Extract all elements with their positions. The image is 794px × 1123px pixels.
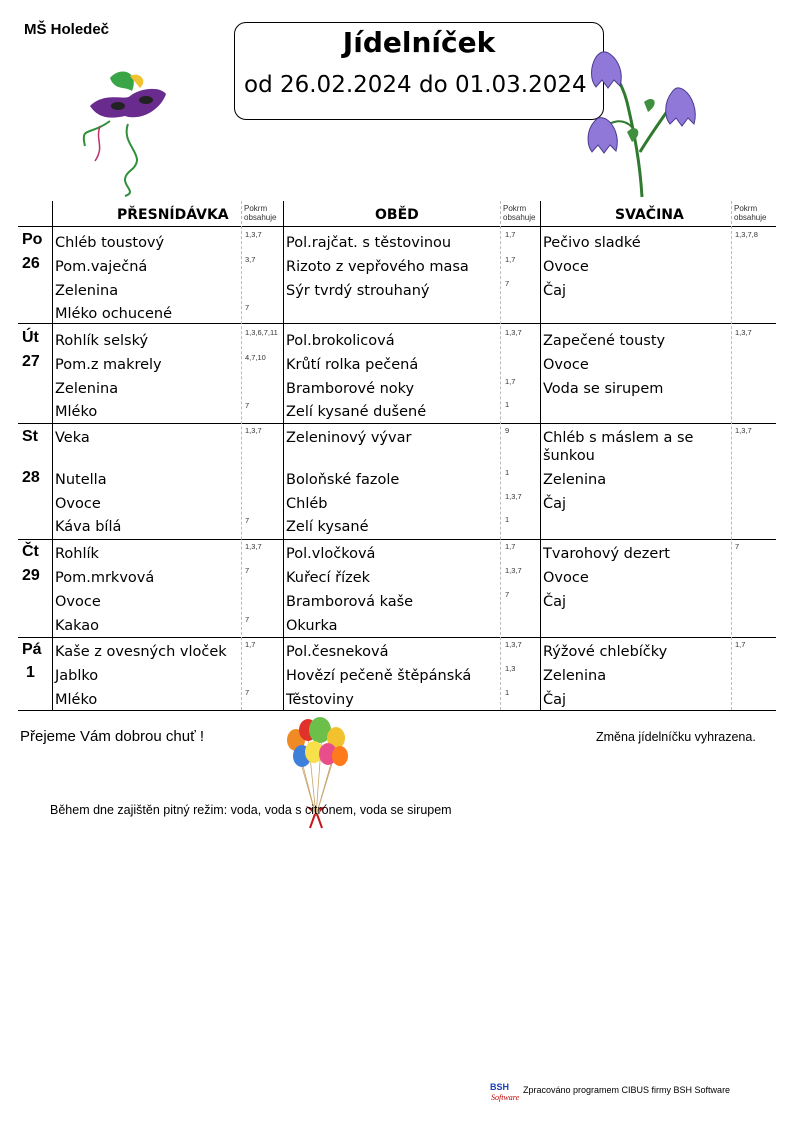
bellflower-icon — [582, 42, 712, 202]
table-bottom-rule — [18, 710, 776, 711]
day-number: 28 — [22, 469, 40, 486]
breakfast-item: Rohlík selský — [55, 333, 149, 349]
breakfast-item: Kakao — [55, 618, 100, 634]
allergen-codes: 7 — [245, 688, 250, 697]
breakfast-item: Mléko — [55, 692, 98, 708]
allergen-header-breakfast: Pokrm obsahuje — [244, 204, 277, 222]
allergen-codes: 1,3,7 — [245, 230, 262, 239]
allergen-codes: 1 — [505, 515, 510, 524]
allergen-codes: 1,7 — [505, 255, 516, 264]
lunch-item: Kuřecí řízek — [286, 570, 371, 586]
lunch-item: Pol.česneková — [286, 644, 389, 660]
carnival-mask-icon — [70, 66, 170, 198]
day-number: 27 — [22, 353, 40, 370]
lunch-item: Těstoviny — [286, 692, 354, 708]
school-name: MŠ Holedeč — [24, 21, 110, 38]
snack-item: Zapečené tousty — [543, 333, 666, 349]
day-name: Po — [22, 231, 43, 248]
allergen-codes: 7 — [245, 566, 250, 575]
allergen-codes: 1,3,7 — [505, 640, 522, 649]
lunch-item: Rizoto z vepřového masa — [286, 259, 469, 275]
row-rule — [18, 637, 776, 638]
snack-item: Rýžové chlebíčky — [543, 644, 668, 660]
header-rule — [18, 226, 776, 227]
change-notice: Změna jídelníčku vyhrazena. — [596, 730, 756, 744]
allergen-codes: 7 — [505, 590, 510, 599]
snack-item: Zelenina — [543, 668, 607, 684]
snack-item: Čaj — [543, 496, 567, 512]
wish-text: Přejeme Vám dobrou chuť ! — [20, 728, 205, 745]
allergen-header-lunch: Pokrm obsahuje — [503, 204, 536, 222]
allergen-header-snack: Pokrm obsahuje — [734, 204, 767, 222]
snack-item: Chléb s máslem a se šunkou — [543, 430, 694, 464]
allergen-codes: 1,3,7 — [505, 328, 522, 337]
breakfast-item: Pom.mrkvová — [55, 570, 155, 586]
snack-item: Zelenina — [543, 472, 607, 488]
snack-item: Ovoce — [543, 357, 589, 373]
column-header-breakfast: PŘESNÍDÁVKA — [117, 207, 229, 223]
breakfast-item: Mléko ochucené — [55, 306, 173, 322]
lunch-item: Pol.vločková — [286, 546, 376, 562]
snack-item: Čaj — [543, 594, 567, 610]
breakfast-item: Káva bílá — [55, 519, 122, 535]
snack-item: Tvarohový dezert — [543, 546, 670, 562]
day-name: Út — [22, 329, 39, 346]
snack-item: Čaj — [543, 692, 567, 708]
breakfast-item: Chléb toustový — [55, 235, 165, 251]
allergen-codes: 1,7 — [505, 542, 516, 551]
allergen-codes: 1,7 — [505, 377, 516, 386]
lunch-item: Bramborové noky — [286, 381, 415, 397]
breakfast-item: Jablko — [55, 668, 99, 684]
lunch-item: Pol.brokolicová — [286, 333, 395, 349]
breakfast-item: Zelenina — [55, 283, 119, 299]
allergen-divider — [500, 201, 501, 710]
allergen-codes: 1,7 — [735, 640, 746, 649]
snack-item: Ovoce — [543, 570, 589, 586]
day-name: Pá — [22, 641, 42, 658]
day-number: 1 — [26, 664, 35, 681]
allergen-divider — [241, 201, 242, 710]
allergen-codes: 1,7 — [505, 230, 516, 239]
column-header-lunch: OBĚD — [375, 207, 419, 223]
allergen-codes: 1,3 — [505, 664, 516, 673]
allergen-codes: 1,3,7 — [245, 426, 262, 435]
lunch-item: Sýr tvrdý strouhaný — [286, 283, 430, 299]
column-divider — [283, 201, 284, 710]
allergen-codes: 1,3,6,7,11 — [245, 328, 278, 337]
allergen-codes: 1,3,7 — [245, 542, 262, 551]
breakfast-item: Veka — [55, 430, 90, 446]
allergen-codes: 7 — [245, 615, 250, 624]
day-name: Čt — [22, 543, 39, 560]
row-rule — [18, 423, 776, 424]
snack-item: Ovoce — [543, 259, 589, 275]
column-divider — [540, 201, 541, 710]
snack-item: Pečivo sladké — [543, 235, 641, 251]
allergen-codes: 7 — [735, 542, 740, 551]
day-number: 26 — [22, 255, 40, 272]
lunch-item: Chléb — [286, 496, 328, 512]
allergen-codes: 1 — [505, 400, 510, 409]
snack-item: Voda se sirupem — [543, 381, 664, 397]
breakfast-item: Ovoce — [55, 594, 101, 610]
allergen-codes: 1,3,7 — [735, 426, 752, 435]
lunch-item: Zelí kysané — [286, 519, 369, 535]
breakfast-item: Kaše z ovesných vloček — [55, 644, 227, 660]
breakfast-item: Pom.vaječná — [55, 259, 148, 275]
lunch-item: Krůtí rolka pečená — [286, 357, 419, 373]
row-rule — [18, 323, 776, 324]
breakfast-item: Rohlík — [55, 546, 99, 562]
allergen-codes: 1,7 — [245, 640, 256, 649]
allergen-codes: 7 — [245, 516, 250, 525]
lunch-item: Okurka — [286, 618, 338, 634]
breakfast-item: Pom.z makrely — [55, 357, 162, 373]
day-number: 29 — [22, 567, 40, 584]
breakfast-item: Zelenina — [55, 381, 119, 397]
bsh-logo: BSH — [490, 1082, 510, 1092]
allergen-divider — [731, 201, 732, 710]
snack-item: Čaj — [543, 283, 567, 299]
allergen-codes: 3,7 — [245, 255, 256, 264]
allergen-codes: 7 — [505, 279, 510, 288]
allergen-codes: 1,3,7 — [505, 566, 522, 575]
lunch-item: Zelí kysané dušené — [286, 404, 427, 420]
breakfast-item: Nutella — [55, 472, 107, 488]
bsh-logo-software: Software — [491, 1093, 520, 1102]
lunch-item: Pol.rajčat. s těstovinou — [286, 235, 452, 251]
allergen-codes: 4,7,10 — [245, 353, 266, 362]
drinking-regime-note: Během dne zajištěn pitný režim: voda, voda s citrónem, voda se sirupem — [50, 803, 452, 817]
allergen-codes: 7 — [245, 303, 250, 312]
day-name: St — [22, 428, 38, 445]
allergen-codes: 1,3,7,8 — [735, 230, 758, 239]
lunch-item: Zeleninový vývar — [286, 430, 412, 446]
breakfast-item: Mléko — [55, 404, 98, 420]
breakfast-item: Ovoce — [55, 496, 101, 512]
date-range: od 26.02.2024 do 01.03.2024 — [244, 72, 587, 98]
allergen-codes: 1,3,7 — [505, 492, 522, 501]
software-credit: Zpracováno programem CIBUS firmy BSH Software — [523, 1085, 731, 1095]
allergen-codes: 1 — [505, 468, 510, 477]
allergen-codes: 1 — [505, 688, 510, 697]
lunch-item: Boloňské fazole — [286, 472, 400, 488]
allergen-codes: 7 — [245, 401, 250, 410]
row-rule — [18, 539, 776, 540]
allergen-codes: 9 — [505, 426, 510, 435]
lunch-item: Hovězí pečeně štěpánská — [286, 668, 472, 684]
column-divider — [52, 201, 53, 710]
column-header-snack: SVAČINA — [615, 207, 684, 223]
lunch-item: Bramborová kaše — [286, 594, 414, 610]
page-title: Jídelníček — [342, 26, 496, 59]
allergen-codes: 1,3,7 — [735, 328, 752, 337]
